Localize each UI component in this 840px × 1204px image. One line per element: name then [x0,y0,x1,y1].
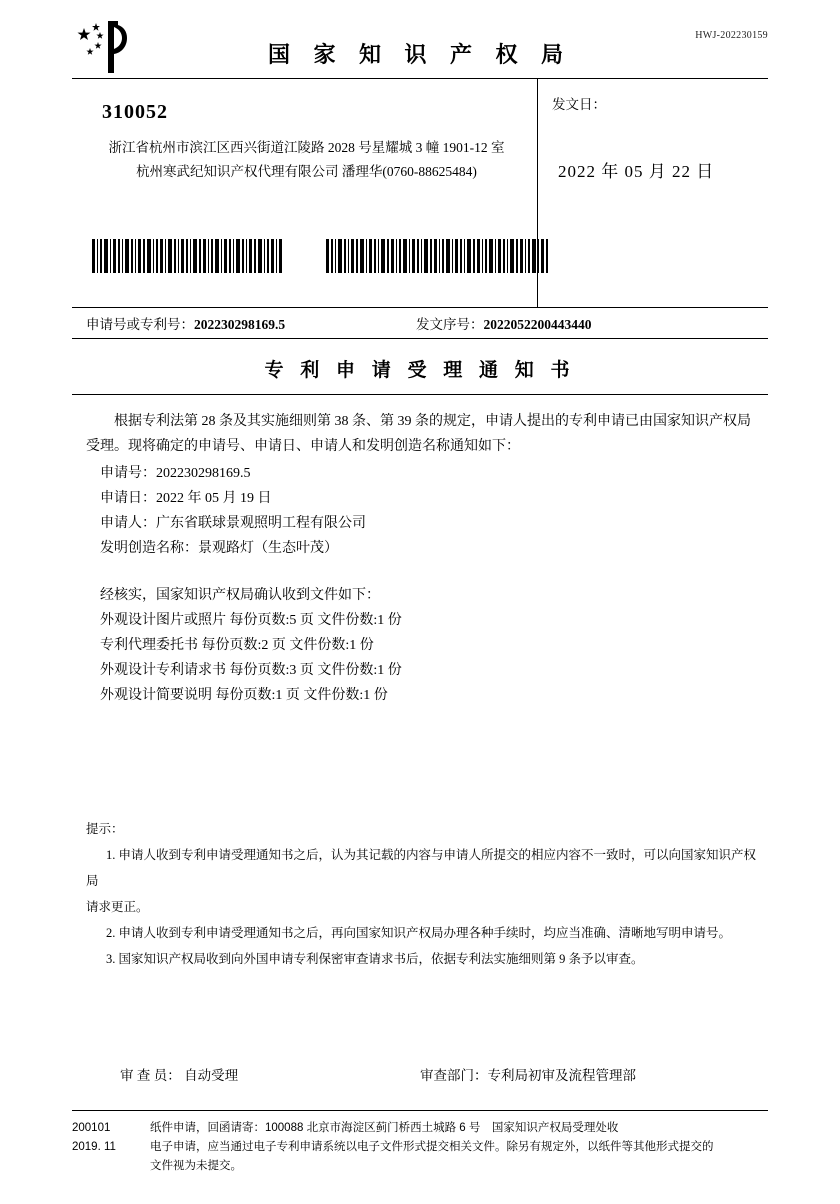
tip-item-3: 3. 国家知识产权局收到向外国申请专利保密审查请求书后，依据专利法实施细则第 9 条予以审查。 [106,952,644,966]
tip-item-2: 2. 申请人收到专利申请受理通知书之后，再向国家知识产权局办理各种手续时，均应当准确、清晰地写明申请号。 [106,926,732,940]
postal-code: 310052 [102,101,168,123]
application-number-label: 申请号或专利号： [86,317,194,332]
tips-label: 提示： [86,822,124,836]
file-item: 外观设计图片或照片 每份页数:5 页 文件份数:1 份 [100,613,402,628]
footer-code-1: 200101 [72,1122,111,1134]
files-intro: 经核实，国家知识产权局确认收到文件如下： [100,588,380,603]
body-paragraph-1: 根据专利法第 28 条及其实施细则第 38 条、第 39 条的规定，申请人提出的专利申请已由国家知识产权局受理。现将确定的申请号、申请日、申请人和发明创造名称通知如下： [86,414,751,454]
file-item: 外观设计简要说明 每份页数:1 页 文件份数:1 份 [100,688,388,703]
application-fields [86,461,762,561]
signature-row [72,1064,768,1084]
address-line-1: 浙江省杭州市滨江区西兴街道江陵路 2028 号星耀城 3 幢 1901-12 室 [108,140,505,155]
barcode-left [92,239,284,273]
tips-section [72,816,768,972]
department-field [420,1064,636,1084]
footer-code-2: 2019. 11 [72,1141,116,1153]
addressee-block [72,79,537,307]
examiner-label: 审 查 员： [120,1068,181,1083]
page-title: 国 家 知 识 产 权 局 [267,42,572,67]
barcode-group [92,239,527,273]
footer-codes [72,1119,150,1176]
examiner-value: 自动受理 [184,1068,239,1083]
field-applicant: 申请人：广东省联球景观照明工程有限公司 [100,516,366,531]
document-page [0,16,840,1204]
footer-line-2: 电子申请，应当通过电子专利申请系统以电子文件形式提交相关文件。除另有规定外，以纸件等其他形式提交的 [150,1141,714,1153]
document-code: HWJ-202230159 [695,30,768,41]
barcode-right [326,239,550,273]
address-lines [72,136,537,184]
national-emblem-icon [72,18,138,76]
serial-number-field [416,313,592,333]
issue-date-label: 发文日： [552,97,606,112]
serial-number-label: 发文序号： [416,317,484,332]
tip-item-1-cont: 请求更正。 [86,900,149,914]
file-item: 外观设计专利请求书 每份页数:3 页 文件份数:1 份 [100,663,402,678]
field-application-date: 申请日：2022 年 05 月 19 日 [100,491,272,506]
received-files [86,583,762,708]
tip-item-1: 1. 申请人收到专利申请受理通知书之后，认为其记载的内容与申请人所提交的相应内容不一致时，可以向国家知识产权局 [86,848,757,888]
footer-line-1: 纸件申请，回函请寄：100088 北京市海淀区蓟门桥西土城路 6 号 国家知识产权局受理处收 [150,1122,619,1134]
numbers-row [72,308,768,339]
notice-body [72,409,768,708]
title-divider [72,394,768,395]
notice-title: 专 利 申 请 受 理 通 知 书 [264,360,576,381]
department-value: 专利局初审及流程管理部 [487,1068,636,1083]
footer-line-3: 文件视为未提交。 [150,1160,242,1172]
examiner-field [120,1064,420,1084]
issue-date-block [537,79,768,307]
address-section [72,79,768,308]
body-spacer [86,561,762,583]
application-number-field [86,313,416,333]
footer-text [150,1119,768,1176]
issue-date-value: 2022 年 05 月 22 日 [558,162,715,181]
field-invention-name: 发明创造名称：景观路灯（生态叶茂） [100,541,338,556]
application-number-value: 202230298169.5 [194,317,286,332]
serial-number-value: 2022052200443440 [483,317,592,332]
field-application-number: 申请号：202230298169.5 [100,466,251,481]
file-item: 专利代理委托书 每份页数:2 页 文件份数:1 份 [100,638,374,653]
department-label: 审查部门： [420,1068,488,1083]
address-line-2: 杭州寒武纪知识产权代理有限公司 潘理华(0760-88625484) [136,164,477,179]
document-header [72,16,768,78]
page-footer [72,1111,768,1176]
